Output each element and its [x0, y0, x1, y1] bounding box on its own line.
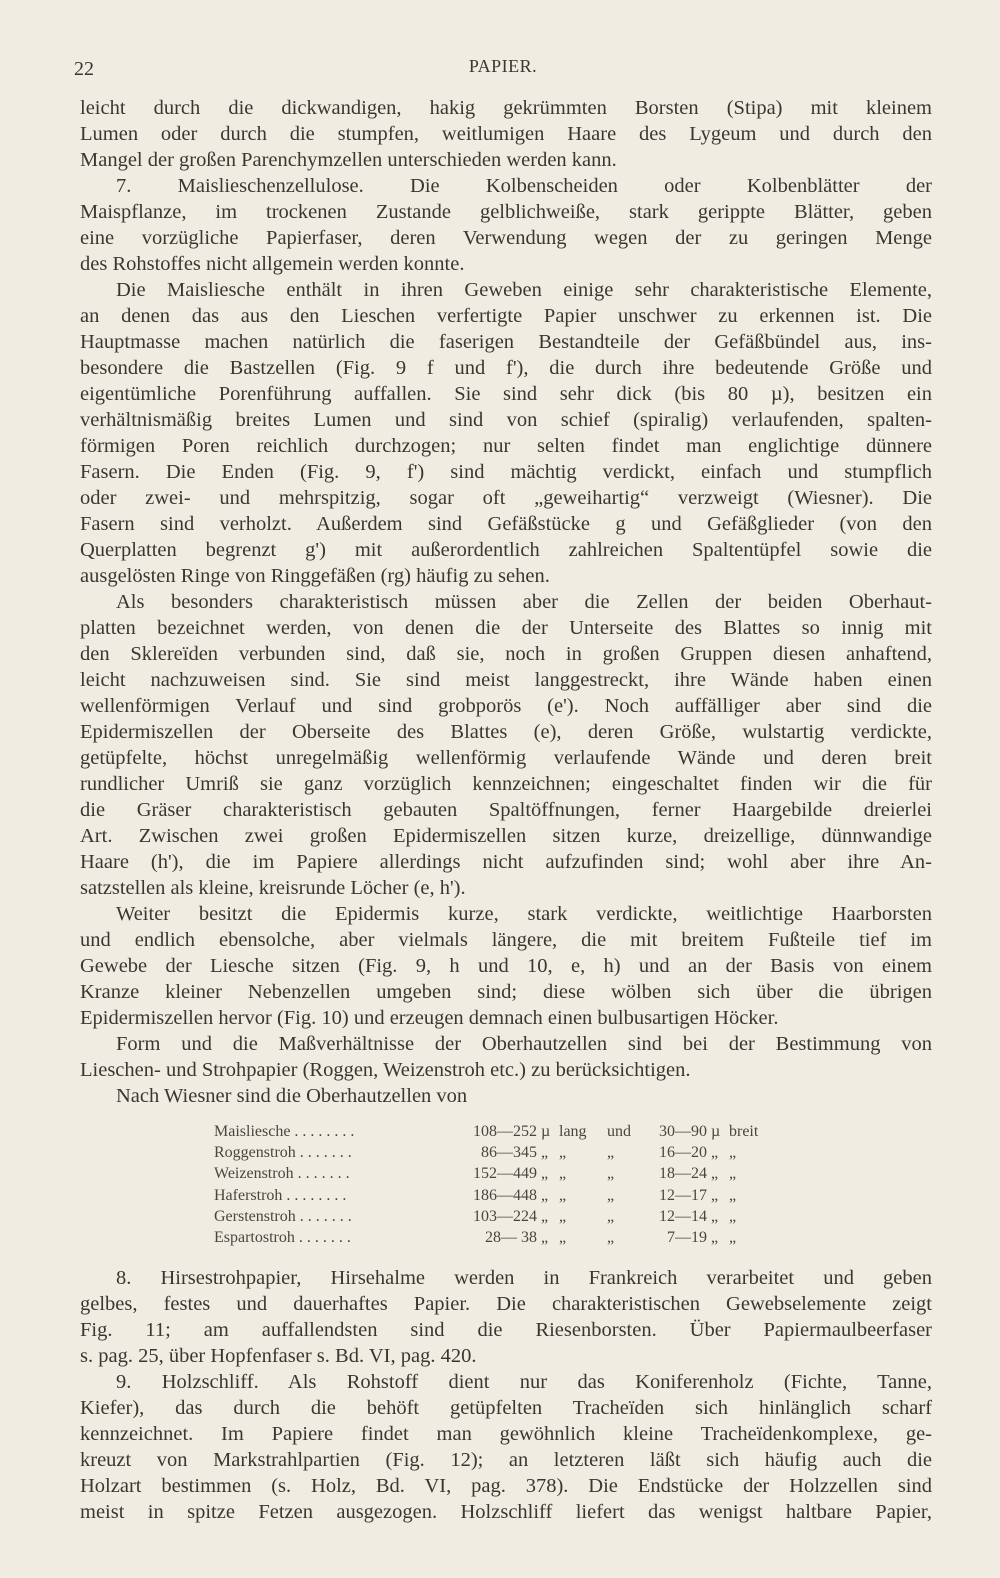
text-line: ausgelösten Ringe von Ringgefäßen (rg) häufig zu sehen. — [80, 565, 550, 587]
text-line: Lieschen- und Strohpapier (Roggen, Weizenstroh etc.) zu berücksichtigen. — [80, 1059, 691, 1081]
table-cell: 18—24 — [659, 1165, 707, 1183]
text-line: Weiter besitzt die Epidermis kurze, stark verdickte, weitlichtige Haarborsten — [116, 903, 932, 925]
table-cell: Roggenstroh . . . . . . . — [214, 1144, 352, 1162]
table-cell: 103—224 — [473, 1207, 537, 1225]
running-head: PAPIER. — [468, 56, 538, 76]
table-cell: „ — [541, 1186, 549, 1204]
text-line: verhältnismäßig breites Lumen und sind von schief (spiralig) verlaufenden, spalten- — [80, 409, 932, 431]
text-line: förmigen Poren reichlich durchzogen; nur selten findet man englichtige dünnere — [80, 435, 932, 457]
text-line: Lumen oder durch die stumpfen, weitlumigen Haare des Lygeum und durch den — [80, 123, 932, 145]
table-row — [214, 1163, 779, 1184]
text-line: kennzeichnet. Im Papiere findet man gewöhnlich kleine Tracheïdenkomplexe, ge- — [80, 1423, 932, 1446]
text-line: Fasern. Die Enden (Fig. 9, f') sind mächtig verdickt, einfach und stumpflich — [80, 461, 932, 483]
table-cell: „ — [711, 1165, 719, 1183]
page-number: 22 — [74, 58, 94, 80]
cell-size-table — [214, 1121, 779, 1248]
table-cell: „ — [541, 1165, 549, 1183]
text-line: getüpfelte, höchst unregelmäßig wellenförmig verlaufende Wände und deren breit — [80, 747, 932, 769]
table-cell: „ — [729, 1186, 737, 1204]
text-line: meist in spitze Fetzen ausgezogen. Holzschliff liefert das wenigst haltbare Papier, — [80, 1501, 932, 1524]
table-cell: 12—17 — [659, 1186, 707, 1204]
table-cell: „ — [559, 1229, 567, 1247]
text-line: eigentümliche Porenführung auffallen. Sie sind sehr dick (bis 80 µ), besitzen ein — [80, 383, 932, 405]
text-line: Epidermiszellen hervor (Fig. 10) und erzeugen demnach einen bulbusartigen Höcker. — [80, 1007, 779, 1029]
table-cell: breit — [729, 1123, 759, 1140]
table-cell: „ — [711, 1144, 719, 1162]
table-cell: „ — [729, 1144, 737, 1162]
text-line: Kiefer), das durch die behöft getüpfelten Tracheïden sich hinlänglich scharf — [80, 1397, 932, 1420]
table-cell: „ — [607, 1144, 615, 1162]
text-line: wellenförmigen Verlauf und sind grobporös (e'). Noch auffälliger aber sind die — [80, 695, 932, 717]
text-line: Hauptmasse machen natürlich die faserigen Bestandteile der Gefäßbündel aus, ins- — [80, 331, 932, 353]
text-line: die Gräser charakteristisch gebauten Spaltöffnungen, ferner Haargebilde dreierlei — [80, 799, 932, 821]
text-line: Art. Zwischen zwei großen Epidermiszellen sitzen kurze, dreizellige, dünnwandige — [80, 825, 932, 847]
text-line: Haare (h'), die im Papiere allerdings nicht aufzufinden sind; wohl aber ihre An- — [80, 851, 932, 873]
table-cell: 186—448 — [473, 1186, 537, 1204]
text-line: Kranze kleiner Nebenzellen umgeben sind; diese wölben sich über die übrigen — [80, 981, 932, 1003]
table-cell: „ — [711, 1207, 719, 1225]
table-cell: Gerstenstroh . . . . . . . — [214, 1207, 352, 1225]
text-line: satzstellen als kleine, kreisrunde Löcher (e, h'). — [80, 877, 466, 899]
table-cell: und — [607, 1123, 631, 1140]
table-cell: „ — [607, 1165, 615, 1183]
table-cell: Haferstroh . . . . . . . . — [214, 1186, 347, 1204]
text-line: Form und die Maßverhältnisse der Oberhautzellen sind bei der Bestimmung von — [116, 1033, 932, 1055]
text-line: Querplatten begrenzt g') mit außerordentlich zahlreichen Spaltentüpfel sowie die — [80, 539, 932, 561]
text-line: rundlicher Umriß sie ganz vorzüglich kennzeichnen; eingeschaltet finden wir die für — [80, 773, 932, 795]
text-line: 7. Maislieschenzellulose. Die Kolbenscheiden oder Kolbenblätter der — [116, 175, 932, 197]
text-line: Epidermiszellen der Oberseite des Blattes (e), deren Größe, wulstartig verdickte, — [80, 721, 932, 743]
table-cell: 7—19 — [667, 1229, 707, 1247]
table-row — [214, 1121, 779, 1142]
page-header — [74, 52, 932, 82]
text-line: eine vorzügliche Papierfaser, deren Verwendung wegen der zu geringen Menge — [80, 227, 932, 249]
table-row — [214, 1142, 779, 1163]
text-line: Die Maisliesche enthält in ihren Geweben einige sehr charakteristische Elemente, — [116, 279, 932, 301]
table-cell: 16—20 — [659, 1144, 707, 1162]
text-line: an denen das aus den Lieschen verfertigte Papier unschwer zu erkennen ist. Die — [80, 305, 932, 327]
text-line: 8. Hirsestrohpapier, Hirsehalme werden in Frankreich verarbeitet und geben — [116, 1267, 932, 1290]
table-cell: „ — [559, 1186, 567, 1204]
body-text — [80, 95, 932, 1525]
table-row — [214, 1206, 779, 1227]
table-cell: 28— 38 — [485, 1229, 537, 1247]
text-line: gelbes, festes und dauerhaftes Papier. Die charakteristischen Gewebselemente zeigt — [80, 1293, 932, 1316]
text-line: Mangel der großen Parenchymzellen unterschieden werden kann. — [80, 149, 617, 171]
text-line: den Sklereïden verbunden sind, daß sie, noch in großen Gruppen diesen anhaftend, — [80, 643, 932, 665]
table-cell: „ — [607, 1229, 615, 1247]
table-cell: „ — [607, 1207, 615, 1225]
table-cell: „ — [607, 1186, 615, 1204]
table-cell: „ — [541, 1229, 549, 1247]
table-cell: „ — [729, 1229, 737, 1247]
table-cell: Espartostroh . . . . . . . — [214, 1229, 351, 1247]
table-cell: Weizenstroh . . . . . . . — [214, 1165, 350, 1183]
text-line: oder zwei- und mehrspitzig, sogar oft „geweihartig“ verzweigt (Wiesner). Die — [80, 487, 932, 509]
text-line: Fig. 11; am auffallendsten sind die Riesenborsten. Über Papiermaulbeerfaser — [80, 1319, 932, 1342]
text-line: s. pag. 25, über Hopfenfaser s. Bd. VI, pag. 420. — [80, 1345, 477, 1368]
text-line: Holzart bestimmen (s. Holz, Bd. VI, pag. 378). Die Endstücke der Holzzellen sind — [80, 1475, 932, 1498]
table-cell: 108—252 — [473, 1123, 537, 1140]
text-line: kreuzt von Markstrahlpartien (Fig. 12); an letzteren läßt sich häufig auch die — [80, 1449, 932, 1472]
table-cell: „ — [559, 1165, 567, 1183]
table-cell: „ — [729, 1207, 737, 1225]
table-row — [214, 1185, 779, 1206]
text-line: leicht nachzuweisen sind. Sie sind meist langgestreckt, ihre Wände haben einen — [80, 669, 932, 691]
text-line: Maispflanze, im trockenen Zustande gelblichweiße, stark gerippte Blätter, geben — [80, 201, 932, 223]
text-line: Nach Wiesner sind die Oberhautzellen von — [116, 1085, 468, 1107]
table-cell: „ — [541, 1144, 549, 1162]
text-line: Fasern sind verholzt. Außerdem sind Gefäßstücke g und Gefäßglieder (von den — [80, 513, 932, 535]
table-cell: 86—345 — [481, 1144, 537, 1162]
table-cell: µ — [711, 1123, 721, 1140]
table-row — [214, 1227, 779, 1248]
table-cell: „ — [729, 1165, 737, 1183]
table-cell: lang — [559, 1123, 587, 1140]
text-line: Gewebe der Liesche sitzen (Fig. 9, h und 10, e, h) und an der Basis von einem — [80, 955, 932, 977]
table-cell: „ — [711, 1229, 719, 1247]
text-line: Als besonders charakteristisch müssen aber die Zellen der beiden Oberhaut- — [116, 591, 932, 613]
text-line: platten bezeichnet werden, von denen die der Unterseite des Blattes so innig mit — [80, 617, 932, 639]
table-cell: „ — [559, 1207, 567, 1225]
table-cell: 152—449 — [473, 1165, 537, 1183]
table-cell: 30—90 — [659, 1123, 707, 1140]
table-cell: µ — [541, 1123, 551, 1140]
text-line: 9. Holzschliff. Als Rohstoff dient nur das Koniferenholz (Fichte, Tanne, — [116, 1371, 932, 1394]
text-line: und endlich ebensolche, aber vielmals längere, die mit breitem Fußteile tief im — [80, 929, 932, 951]
table-cell: „ — [541, 1207, 549, 1225]
table-cell: „ — [559, 1144, 567, 1162]
text-line: besondere die Bastzellen (Fig. 9 f und f'), die durch ihre bedeutende Größe und — [80, 357, 932, 379]
text-line: leicht durch die dickwandigen, hakig gekrümmten Borsten (Stipa) mit kleinem — [80, 97, 932, 119]
text-line: des Rohstoffes nicht allgemein werden konnte. — [80, 253, 465, 275]
table-cell: Maisliesche . . . . . . . . — [214, 1123, 355, 1140]
table-cell: „ — [711, 1186, 719, 1204]
table-cell: 12—14 — [659, 1207, 707, 1225]
